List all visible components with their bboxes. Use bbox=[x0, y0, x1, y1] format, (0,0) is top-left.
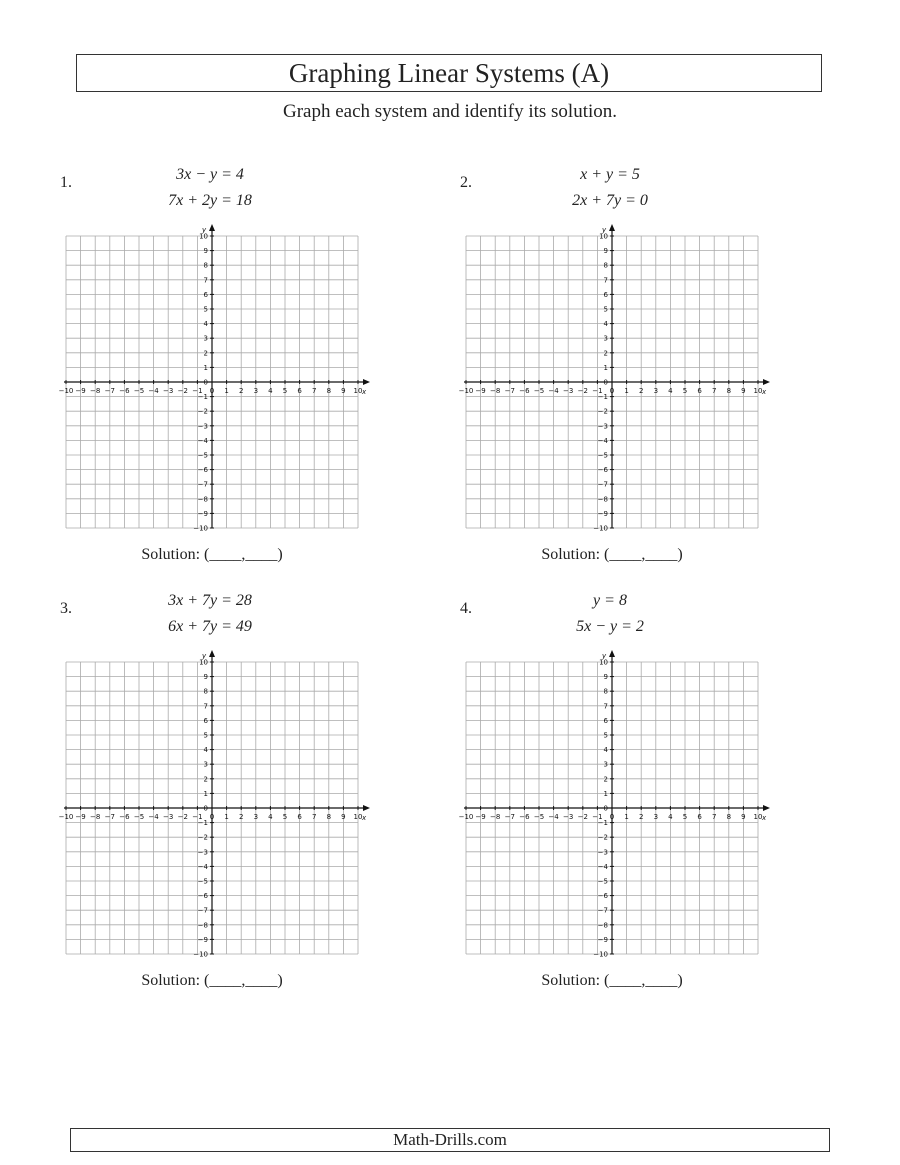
y-tick-label: 6 bbox=[603, 716, 608, 725]
x-tick-label: −5 bbox=[533, 387, 545, 395]
y-tick-label: 1 bbox=[203, 363, 208, 372]
x-tick-label: −2 bbox=[577, 387, 588, 395]
y-tick-label: 4 bbox=[203, 746, 208, 755]
x-tick-label: −9 bbox=[75, 387, 86, 395]
y-tick-label: −7 bbox=[197, 906, 208, 915]
y-tick-label: −9 bbox=[197, 509, 208, 518]
x-tick-label: 10 bbox=[753, 387, 763, 395]
y-tick-label: 3 bbox=[203, 760, 208, 769]
y-tick-label: −9 bbox=[197, 935, 208, 944]
y-tick-label: 1 bbox=[603, 363, 608, 372]
solution-blank[interactable]: Solution: (____,____) bbox=[541, 546, 683, 563]
y-tick-label: −3 bbox=[197, 422, 208, 431]
y-tick-label: −4 bbox=[597, 436, 608, 445]
y-tick-label: 4 bbox=[603, 320, 608, 329]
x-tick-label: −8 bbox=[90, 813, 101, 821]
x-tick-label: −4 bbox=[148, 813, 159, 821]
y-tick-label: −10 bbox=[193, 950, 208, 959]
y-tick-label: −5 bbox=[597, 451, 608, 460]
y-axis-label: y bbox=[202, 226, 207, 234]
x-tick-label: 5 bbox=[682, 813, 688, 821]
worksheet-title: Graphing Linear Systems (A) bbox=[76, 54, 822, 92]
y-tick-label: −6 bbox=[197, 892, 208, 901]
x-tick-label: 8 bbox=[326, 387, 332, 395]
equation-1: 3x + 7y = 28 bbox=[168, 592, 252, 609]
y-axis-arrow bbox=[609, 650, 615, 657]
x-axis-label: x bbox=[362, 388, 367, 396]
y-tick-label: 9 bbox=[203, 247, 208, 256]
coordinate-grid[interactable] bbox=[50, 646, 380, 966]
problem-number: 2. bbox=[460, 174, 472, 191]
y-tick-label: 0 bbox=[603, 378, 608, 387]
y-axis-arrow bbox=[209, 224, 215, 231]
y-tick-label: 9 bbox=[203, 673, 208, 682]
x-tick-label: 1 bbox=[624, 387, 629, 395]
x-tick-label: −7 bbox=[104, 387, 115, 395]
problem-3 bbox=[58, 592, 420, 1020]
y-tick-label: 2 bbox=[203, 349, 208, 358]
x-tick-label: 10 bbox=[353, 813, 363, 821]
x-axis-label: x bbox=[762, 388, 767, 396]
coordinate-grid[interactable] bbox=[450, 220, 780, 540]
y-tick-label: 7 bbox=[203, 702, 208, 711]
problem-number: 3. bbox=[60, 600, 72, 617]
x-axis-arrow bbox=[363, 379, 370, 385]
y-tick-label: −4 bbox=[597, 862, 608, 871]
problem-1 bbox=[58, 166, 420, 594]
y-tick-label: 5 bbox=[203, 731, 208, 740]
x-tick-label: −3 bbox=[563, 387, 574, 395]
y-tick-label: −6 bbox=[597, 892, 608, 901]
y-tick-label: −3 bbox=[597, 848, 608, 857]
x-tick-label: −6 bbox=[519, 813, 530, 821]
x-tick-label: 3 bbox=[253, 813, 259, 821]
x-tick-label: −2 bbox=[177, 813, 188, 821]
x-tick-label: −8 bbox=[490, 387, 501, 395]
x-tick-label: −7 bbox=[504, 813, 515, 821]
y-tick-label: 0 bbox=[203, 804, 208, 813]
x-tick-label: −2 bbox=[177, 387, 188, 395]
y-axis-arrow bbox=[209, 650, 215, 657]
y-tick-label: −2 bbox=[197, 833, 208, 842]
y-tick-label: −7 bbox=[597, 906, 608, 915]
x-tick-label: 2 bbox=[238, 813, 244, 821]
y-tick-label: −2 bbox=[597, 407, 608, 416]
y-tick-label: 7 bbox=[603, 276, 608, 285]
x-tick-label: −9 bbox=[475, 813, 486, 821]
y-tick-label: 8 bbox=[603, 261, 608, 270]
y-tick-label: −5 bbox=[597, 877, 608, 886]
x-tick-label: −10 bbox=[58, 387, 74, 395]
equation-1: x + y = 5 bbox=[580, 166, 640, 183]
y-tick-label: 8 bbox=[203, 687, 208, 696]
x-tick-label: 0 bbox=[609, 813, 615, 821]
y-tick-label: 2 bbox=[603, 775, 608, 784]
y-tick-label: 0 bbox=[203, 378, 208, 387]
y-tick-label: 6 bbox=[603, 290, 608, 299]
x-tick-label: −8 bbox=[490, 813, 501, 821]
x-tick-label: −5 bbox=[533, 813, 545, 821]
x-tick-label: −3 bbox=[563, 813, 574, 821]
y-tick-label: 2 bbox=[603, 349, 608, 358]
x-tick-label: −1 bbox=[192, 813, 203, 821]
y-tick-label: −6 bbox=[197, 466, 208, 475]
y-tick-label: 3 bbox=[203, 334, 208, 343]
x-tick-label: 4 bbox=[268, 387, 273, 395]
footer-brand: Math-Drills.com bbox=[70, 1128, 830, 1152]
y-tick-label: 0 bbox=[603, 804, 608, 813]
y-tick-label: 3 bbox=[603, 760, 608, 769]
y-tick-label: 5 bbox=[203, 305, 208, 314]
x-tick-label: −3 bbox=[163, 813, 174, 821]
x-tick-label: 0 bbox=[209, 813, 215, 821]
y-tick-label: 10 bbox=[199, 658, 208, 667]
x-tick-label: 10 bbox=[353, 387, 363, 395]
x-axis-arrow bbox=[363, 805, 370, 811]
x-tick-label: 6 bbox=[297, 813, 302, 821]
x-tick-label: 4 bbox=[668, 387, 673, 395]
x-tick-label: −10 bbox=[58, 813, 74, 821]
x-tick-label: 4 bbox=[268, 813, 273, 821]
problem-number: 1. bbox=[60, 174, 72, 191]
y-tick-label: −8 bbox=[197, 495, 208, 504]
x-tick-label: 2 bbox=[638, 813, 644, 821]
y-tick-label: 5 bbox=[603, 731, 608, 740]
x-tick-label: −6 bbox=[119, 387, 130, 395]
y-tick-label: 7 bbox=[603, 702, 608, 711]
x-tick-label: 2 bbox=[638, 387, 644, 395]
x-tick-label: 8 bbox=[726, 813, 732, 821]
x-axis-label: x bbox=[762, 814, 767, 822]
x-tick-label: −3 bbox=[163, 387, 174, 395]
x-tick-label: −1 bbox=[592, 813, 603, 821]
y-tick-label: −8 bbox=[597, 921, 608, 930]
x-tick-label: 2 bbox=[238, 387, 244, 395]
y-tick-label: 8 bbox=[203, 261, 208, 270]
x-tick-label: −2 bbox=[577, 813, 588, 821]
y-axis-label: y bbox=[602, 226, 607, 234]
x-tick-label: −8 bbox=[90, 387, 101, 395]
x-tick-label: 8 bbox=[326, 813, 332, 821]
x-axis-arrow bbox=[763, 379, 770, 385]
y-tick-label: −5 bbox=[197, 451, 208, 460]
y-tick-label: −1 bbox=[597, 393, 608, 402]
x-tick-label: −4 bbox=[548, 813, 559, 821]
y-tick-label: −3 bbox=[597, 422, 608, 431]
y-tick-label: 4 bbox=[603, 746, 608, 755]
y-tick-label: −5 bbox=[197, 877, 208, 886]
solution-blank[interactable]: Solution: (____,____) bbox=[141, 972, 283, 989]
x-tick-label: 7 bbox=[711, 813, 717, 821]
x-axis-arrow bbox=[763, 805, 770, 811]
x-tick-label: 9 bbox=[341, 387, 346, 395]
y-tick-label: −8 bbox=[597, 495, 608, 504]
coordinate-grid[interactable] bbox=[50, 220, 380, 540]
x-tick-label: 9 bbox=[741, 387, 746, 395]
x-tick-label: 7 bbox=[311, 387, 317, 395]
problem-2 bbox=[458, 166, 820, 594]
y-tick-label: 10 bbox=[199, 232, 208, 241]
x-tick-label: −10 bbox=[458, 387, 474, 395]
y-tick-label: −10 bbox=[593, 950, 608, 959]
y-tick-label: 8 bbox=[603, 687, 608, 696]
x-tick-label: 1 bbox=[224, 387, 229, 395]
x-tick-label: 1 bbox=[624, 813, 629, 821]
x-tick-label: −7 bbox=[504, 387, 515, 395]
y-tick-label: 9 bbox=[603, 673, 608, 682]
solution-blank[interactable]: Solution: (____,____) bbox=[541, 972, 683, 989]
x-tick-label: 5 bbox=[282, 387, 288, 395]
y-axis-arrow bbox=[609, 224, 615, 231]
y-tick-label: −2 bbox=[197, 407, 208, 416]
x-tick-label: 3 bbox=[653, 387, 659, 395]
x-tick-label: 9 bbox=[741, 813, 746, 821]
x-tick-label: −4 bbox=[148, 387, 159, 395]
x-tick-label: −7 bbox=[104, 813, 115, 821]
y-tick-label: −1 bbox=[597, 819, 608, 828]
y-tick-label: −2 bbox=[597, 833, 608, 842]
y-tick-label: −8 bbox=[197, 921, 208, 930]
equation-2: 2x + 7y = 0 bbox=[572, 192, 648, 209]
x-tick-label: 4 bbox=[668, 813, 673, 821]
x-tick-label: −9 bbox=[75, 813, 86, 821]
x-tick-label: 1 bbox=[224, 813, 229, 821]
y-tick-label: 4 bbox=[203, 320, 208, 329]
x-tick-label: 6 bbox=[697, 813, 702, 821]
x-tick-label: −5 bbox=[133, 813, 145, 821]
y-tick-label: −4 bbox=[197, 436, 208, 445]
y-tick-label: −7 bbox=[597, 480, 608, 489]
y-tick-label: 7 bbox=[203, 276, 208, 285]
instructions: Graph each system and identify its solution. bbox=[282, 101, 618, 122]
x-tick-label: −6 bbox=[519, 387, 530, 395]
x-tick-label: 3 bbox=[653, 813, 659, 821]
y-tick-label: −10 bbox=[593, 524, 608, 533]
y-tick-label: 10 bbox=[599, 658, 608, 667]
y-tick-label: 3 bbox=[603, 334, 608, 343]
equation-2: 6x + 7y = 49 bbox=[168, 618, 252, 635]
x-tick-label: 10 bbox=[753, 813, 763, 821]
y-tick-label: 10 bbox=[599, 232, 608, 241]
y-tick-label: −4 bbox=[197, 862, 208, 871]
y-tick-label: −9 bbox=[597, 509, 608, 518]
problem-number: 4. bbox=[460, 600, 472, 617]
x-tick-label: 8 bbox=[726, 387, 732, 395]
x-tick-label: −6 bbox=[119, 813, 130, 821]
x-tick-label: 0 bbox=[609, 387, 615, 395]
x-tick-label: −10 bbox=[458, 813, 474, 821]
x-tick-label: −1 bbox=[592, 387, 603, 395]
x-tick-label: 6 bbox=[697, 387, 702, 395]
y-tick-label: 2 bbox=[203, 775, 208, 784]
x-tick-label: −4 bbox=[548, 387, 559, 395]
y-tick-label: 1 bbox=[603, 789, 608, 798]
y-tick-label: 1 bbox=[203, 789, 208, 798]
solution-blank[interactable]: Solution: (____,____) bbox=[141, 546, 283, 563]
equation-1: y = 8 bbox=[593, 592, 627, 609]
y-tick-label: −3 bbox=[197, 848, 208, 857]
y-axis-label: y bbox=[602, 652, 607, 660]
y-tick-label: −1 bbox=[197, 819, 208, 828]
equation-2: 7x + 2y = 18 bbox=[168, 192, 252, 209]
y-tick-label: 9 bbox=[603, 247, 608, 256]
y-tick-label: −6 bbox=[597, 466, 608, 475]
x-tick-label: 5 bbox=[682, 387, 688, 395]
x-tick-label: 7 bbox=[711, 387, 717, 395]
x-tick-label: 3 bbox=[253, 387, 259, 395]
x-tick-label: −1 bbox=[192, 387, 203, 395]
x-tick-label: 7 bbox=[311, 813, 317, 821]
y-tick-label: −9 bbox=[597, 935, 608, 944]
y-tick-label: −7 bbox=[197, 480, 208, 489]
y-tick-label: −1 bbox=[197, 393, 208, 402]
coordinate-grid[interactable] bbox=[450, 646, 780, 966]
y-tick-label: 5 bbox=[603, 305, 608, 314]
x-tick-label: 9 bbox=[341, 813, 346, 821]
y-tick-label: −10 bbox=[193, 524, 208, 533]
y-tick-label: 6 bbox=[203, 716, 208, 725]
equation-1: 3x − y = 4 bbox=[176, 166, 244, 183]
y-axis-label: y bbox=[202, 652, 207, 660]
x-axis-label: x bbox=[362, 814, 367, 822]
x-tick-label: −5 bbox=[133, 387, 145, 395]
x-tick-label: 6 bbox=[297, 387, 302, 395]
x-tick-label: 0 bbox=[209, 387, 215, 395]
y-tick-label: 6 bbox=[203, 290, 208, 299]
x-tick-label: −9 bbox=[475, 387, 486, 395]
problem-4 bbox=[458, 592, 820, 1020]
x-tick-label: 5 bbox=[282, 813, 288, 821]
equation-2: 5x − y = 2 bbox=[576, 618, 644, 635]
